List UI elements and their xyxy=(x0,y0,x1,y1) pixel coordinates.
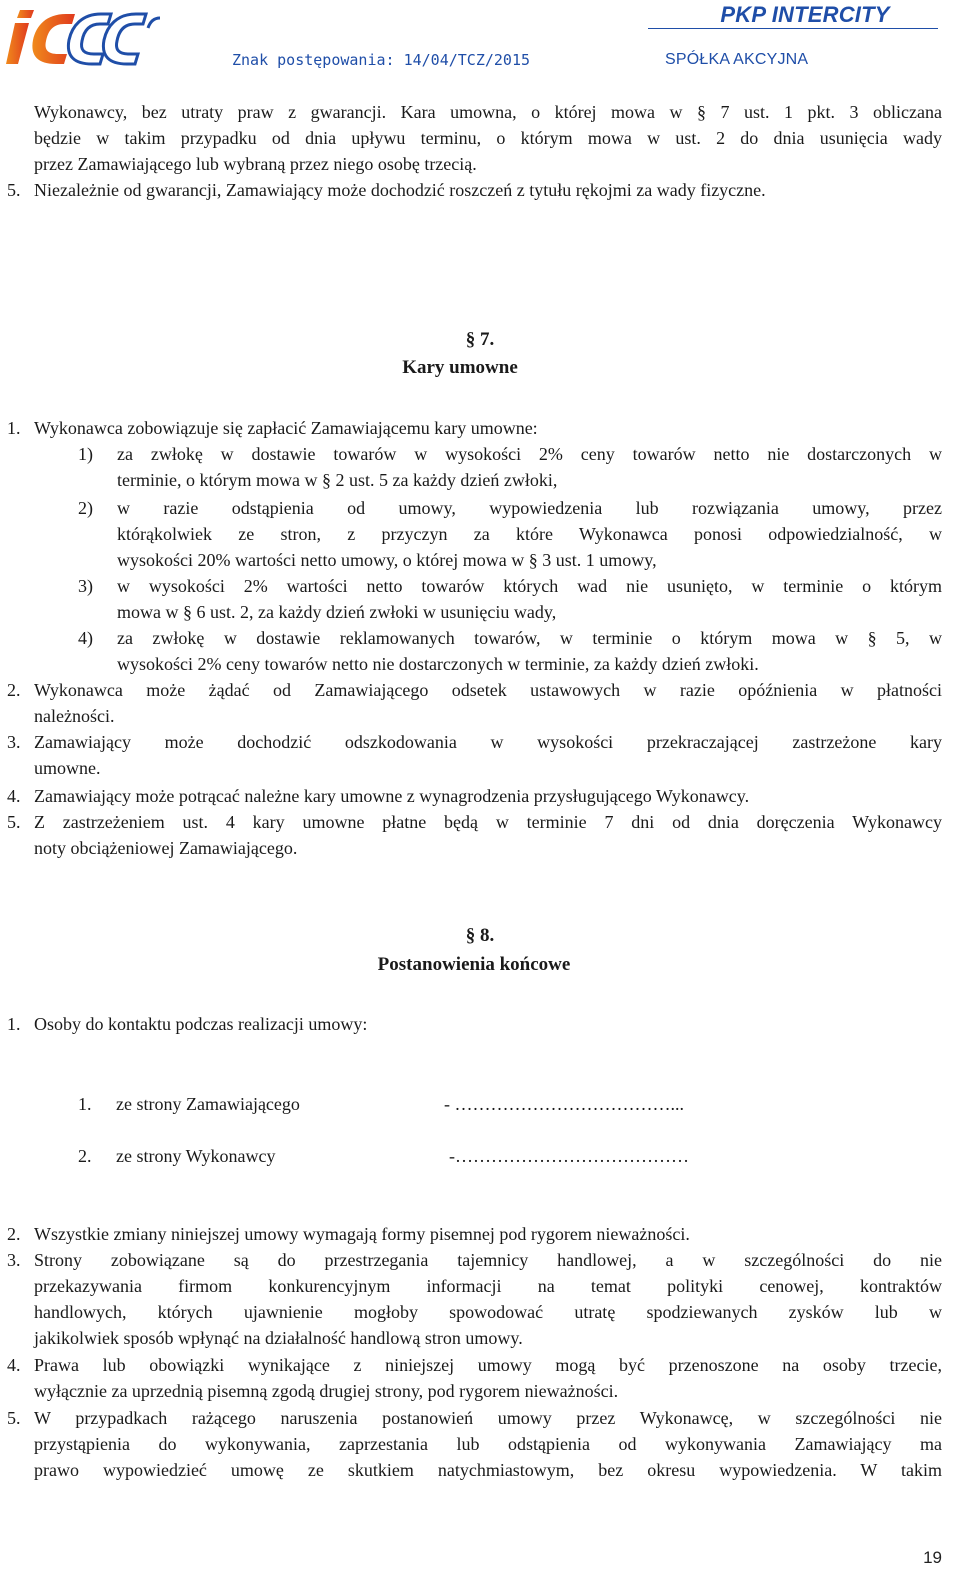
contact-label: ze strony Zamawiającego xyxy=(116,1094,300,1114)
paragraph-line: noty obciążeniowej Zamawiającego. xyxy=(34,838,298,858)
paragraph-line: Prawa lub obowiązki wynikające z niniejszej umowy mogą być przenoszone na osoby trzecie, xyxy=(34,1355,942,1375)
paragraph-line: handlowych, których ujawnienie mogłoby spowodować utratę spodziewanych zysków lub w xyxy=(34,1302,942,1322)
list-number: 5. xyxy=(7,812,21,832)
sub-list-line: za zwłokę w dostawie towarów w wysokości 2% ceny towarów netto nie dostarczonych w xyxy=(117,444,942,464)
list-number: 1. xyxy=(7,418,21,438)
paragraph-line: umowne. xyxy=(34,758,101,778)
page-number: 19 xyxy=(923,1548,942,1567)
list-number: 3. xyxy=(7,1250,21,1270)
section-title: Kary umowne xyxy=(402,357,518,378)
sub-list-line: w razie odstąpienia od umowy, wypowiedzenia lub rozwiązania umowy, przez xyxy=(117,498,942,518)
contact-label: ze strony Wykonawcy xyxy=(116,1146,276,1166)
sub-list-line: w wysokości 2% wartości netto towarów których wad nie usunięto, w terminie o którym xyxy=(117,576,942,596)
paragraph-line: wyłącznie za uprzednią pisemną zgodą drugiej strony, pod rygorem nieważności. xyxy=(34,1381,619,1401)
section-number: § 7. xyxy=(465,329,495,350)
paragraph-line: W przypadkach rażącego naruszenia postanowień umowy przez Wykonawcę, w szczególności nie xyxy=(34,1408,942,1428)
list-number: 5. xyxy=(7,180,21,200)
paragraph-line: przez Zamawiającego lub wybraną przez niego osobę trzecią. xyxy=(34,154,477,174)
paragraph-line: Zamawiający może potrącać należne kary umowne z wynagrodzenia przysługującego Wykonawcy. xyxy=(34,786,750,806)
procedure-number: Znak postępowania: 14/04/TCZ/2015 xyxy=(232,51,531,69)
sub-list-number: 1) xyxy=(78,444,93,464)
sub-list-number: 4) xyxy=(78,628,93,648)
section-number: § 8. xyxy=(465,925,495,946)
paragraph-line: Wszystkie zmiany niniejszej umowy wymagają formy pisemnej pod rygorem nieważności. xyxy=(34,1224,690,1244)
list-number: 2. xyxy=(7,680,21,700)
paragraph-line: będzie w takim przypadku od dnia upływu terminu, o którym mowa w ust. 2 do dnia usunięcia wady xyxy=(34,128,942,148)
paragraph-line: należności. xyxy=(34,706,115,726)
brand-name: PKP INTERCITY xyxy=(720,2,890,27)
list-number: 4. xyxy=(7,1355,21,1375)
list-number: 2. xyxy=(7,1224,21,1244)
paragraph-line: Strony zobowiązane są do przestrzegania tajemnicy handlowej, a w szczególności do nie xyxy=(34,1250,942,1270)
sub-list-line: terminie, o którym mowa w § 2 ust. 5 za każdy dzień zwłoki, xyxy=(117,470,558,490)
paragraph-line: Wykonawca może żądać od Zamawiającego odsetek ustawowych w razie opóźnienia w płatności xyxy=(34,680,942,700)
paragraph-line: Z zastrzeżeniem ust. 4 kary umowne płatne będą w terminie 7 dni od dnia doręczenia Wykonawcy xyxy=(34,812,942,832)
list-number: 3. xyxy=(7,732,21,752)
sub-list-number: 3) xyxy=(78,576,93,596)
paragraph-line: Osoby do kontaktu podczas realizacji umowy: xyxy=(34,1014,368,1034)
paragraph-line: jakikolwiek sposób wpłynąć na działalność handlową stron umowy. xyxy=(34,1328,523,1348)
list-number: 5. xyxy=(7,1408,21,1428)
section-title: Postanowienia końcowe xyxy=(377,954,571,975)
sub-list-line: którąkolwiek ze stron, z przyczyn za które Wykonawca ponosi odpowiedzialność, w xyxy=(117,524,942,544)
sub-list-line: za zwłokę w dostawie reklamowanych towarów, w terminie o którym mowa w § 5, w xyxy=(117,628,942,648)
paragraph-line: Zamawiający może dochodzić odszkodowania w wysokości przekraczającej zastrzeżone kary xyxy=(34,732,942,752)
sub-list-line: wysokości 20% wartości netto umowy, o której mowa w § 3 ust. 1 umowy, xyxy=(117,550,657,570)
list-number: 4. xyxy=(7,786,21,806)
contact-value-field: -………………………………… xyxy=(449,1146,689,1166)
sub-list-line: wysokości 2% ceny towarów netto nie dostarczonych w terminie, za każdy dzień zwłoki. xyxy=(117,654,759,674)
paragraph-line: Niezależnie od gwarancji, Zamawiający może dochodzić roszczeń z tytułu rękojmi za wady fizyczne. xyxy=(34,180,766,200)
sub-list-number: 2) xyxy=(78,498,93,518)
paragraph-line: przystąpienia do wykonywania, zaprzestania lub odstąpienia od wykonywania Zamawiający ma xyxy=(34,1434,942,1454)
contact-number: 2. xyxy=(78,1146,92,1166)
company-type: SPÓŁKA AKCYJNA xyxy=(665,51,809,68)
contact-number: 1. xyxy=(78,1094,92,1114)
contact-value-field: - ………………………………... xyxy=(444,1094,684,1114)
sub-list-line: mowa w § 6 ust. 2, za każdy dzień zwłoki w usunięciu wady, xyxy=(117,602,557,622)
paragraph-line: przekazywania firmom konkurencyjnym informacji na temat polityki cenowej, kontraktów xyxy=(34,1276,942,1296)
paragraph-line: Wykonawca zobowiązuje się zapłacić Zamawiającemu kary umowne: xyxy=(34,418,538,438)
paragraph-line: Wykonawcy, bez utraty praw z gwarancji. Kara umowna, o której mowa w § 7 ust. 1 pkt. 3 obliczana xyxy=(34,102,942,122)
list-number: 1. xyxy=(7,1014,21,1034)
paragraph-line: prawo wypowiedzieć umowę ze skutkiem natychmiastowym, bez okresu wypowiedzenia. W takim xyxy=(34,1460,942,1480)
